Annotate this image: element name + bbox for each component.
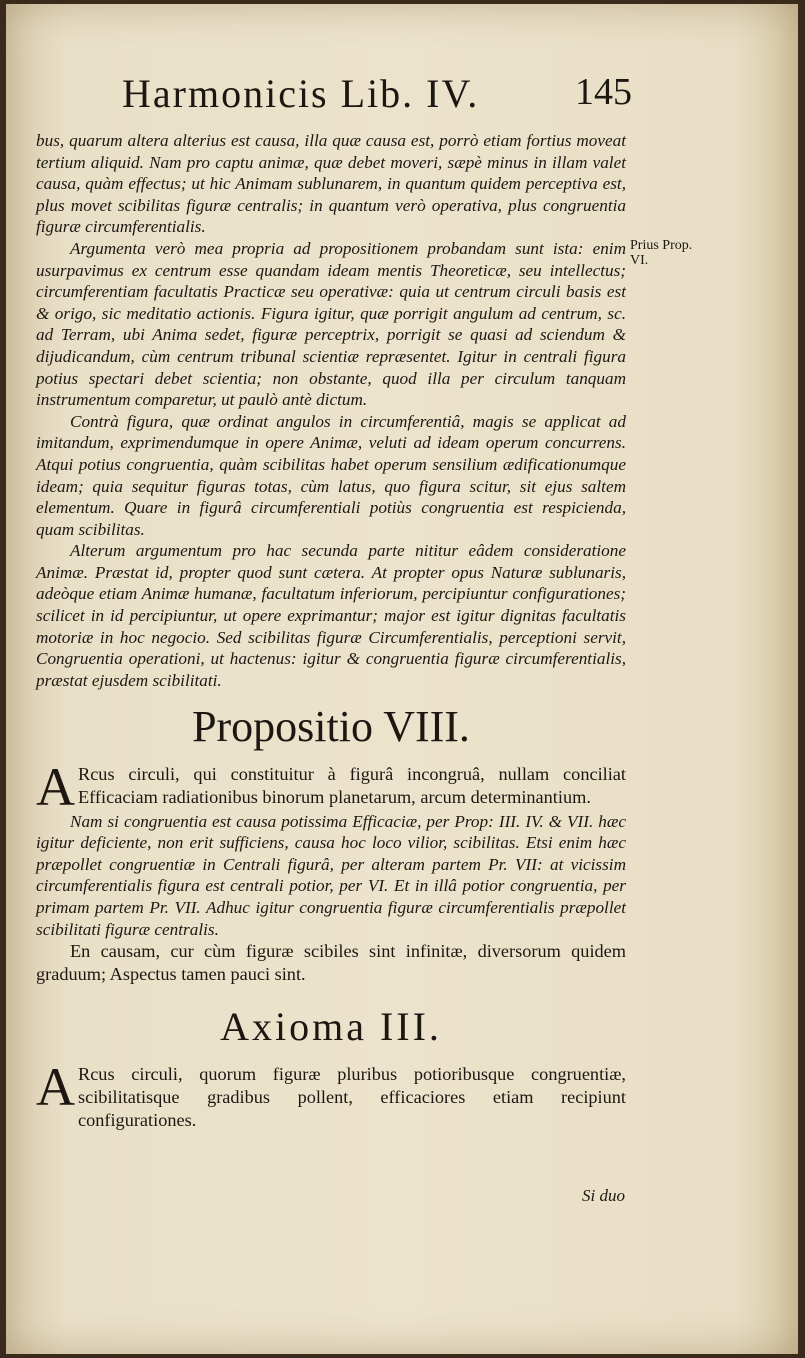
page-header [122, 70, 632, 120]
page-number: 145 [575, 71, 632, 113]
margin-note-line: Prius Prop. [630, 238, 693, 253]
proposition-statement: Rcus circuli, qui constituitur à figurâ incongruâ, nullam conciliat Efficaciam radiationibus binorum planetarum, arcum determinantium. [78, 764, 626, 808]
drop-initial: A [36, 1057, 75, 1118]
margin-note [630, 238, 700, 268]
proposition-closing: En causam, cur cùm figuræ scibiles sint infinitæ, diversorum quidem graduum; Aspectus tamen pauci sint. [36, 941, 626, 984]
margin-note-line: VI. [630, 253, 649, 268]
proposition-statement-block [36, 757, 626, 818]
catchword: Si duo [582, 1186, 625, 1205]
proposition-proof: Nam si congruentia est causa potissima Efficaciæ, per Prop: III. IV. & VII. hæc igitur deficiente, non erit sufficiens, causa hoc loco vilior, scibilitas. Etsi enim hæc præpollet congruentiæ in Centrali figurâ, per alteram partem Pr. VII: at vicissim circumferentialis figura est centrali potior, per VI. Et in illâ potior congruentia, per primam partem Pr. VII. Adhuc igitur congruentia figuræ circumferentialis præpollet scibilitati figuræ centralis. [36, 811, 626, 939]
axiom-statement: Rcus circuli, quorum figuræ pluribus potioribusque congruentiæ, scibilitatisque gradibus pollent, efficaciores etiam recipiunt configurationes. [78, 1064, 626, 1130]
axiom-statement-block [36, 1057, 626, 1131]
paragraph: Alterum argumentum pro hac secunda parte nititur eâdem consideratione Animæ. Præstat id, propter quod sunt cætera. At propter opus Naturæ sublunaris, adeòque etiam Animæ humanæ, facultatum inferiorum, percipiuntur configurationes; scilicet in id percipiuntur, ut opere exprimantur; major est igitur dignitas facultatis motoriæ in hoc negocio. Sed scibilitas figuræ Circumferentialis, perceptioni servit, Congruentia operationi, ut hactenus: igitur & congruentia figuræ circumferentialis, præstat ejusdem scibilitati. [36, 541, 626, 690]
proposition-title: Propositio VIII. [192, 702, 470, 752]
paragraph: bus, quarum altera alterius est causa, illa quæ causa est, porrò etiam fortius moveat tertium aliquid. Nam pro captu animæ, quæ debet moveri, sæpè minus in illam valet causa, quàm effectus; ut hic Animam sublunarem, in quantum quidem perceptiva est, plus movet scibilitas figuræ centralis; in quantum verò operativa, plus congruentia figuræ circumferentialis. [36, 131, 626, 237]
paragraph: Argumenta verò mea propria ad propositionem probandam sunt ista: enim usurpavimus ex centrum esse quandam ideam mentis Theoreticæ, seu intellectus; circumferentiam facultatis Practicæ seu operativæ: quia ut centrum circuli basis est & origo, sic meditatio actionis. Figura igitur, quæ porrigit angulum ad centrum, sc. ad Terram, ubi Anima sedet, figuræ perceptrix, porrigit se quasi ad sciendum & dijudicandum, cùm centrum tribunal scientiæ repræsentet. Igitur in centrali figura potius spectari debet scientia; non obstante, quod illa per circulum tanquam instrumentum comparetur, ut paulò antè dictum. [36, 238, 626, 410]
drop-initial: A [36, 757, 75, 818]
book-page [6, 4, 798, 1354]
paragraph: Contrà figura, quæ ordinat angulos in circumferentiâ, magis se applicat ad imitandum, exprimendumque in opere Animæ, veluti ad ideam operum concurrens. Atqui potius congruentia, quàm scibilitas habet operum sensilium ædificationumque ideam; quia sequitur figuras totas, cùm latus, quo figura scitur, sit ejus saltem elementum. Quare in figurâ circumferentiali potiùs congruentia est respicienda, quam scibilitas. [36, 411, 626, 539]
axiom-title: Axioma III. [220, 1004, 442, 1050]
running-head: Harmonicis Lib. IV. [122, 71, 480, 116]
text-body [36, 130, 626, 1131]
